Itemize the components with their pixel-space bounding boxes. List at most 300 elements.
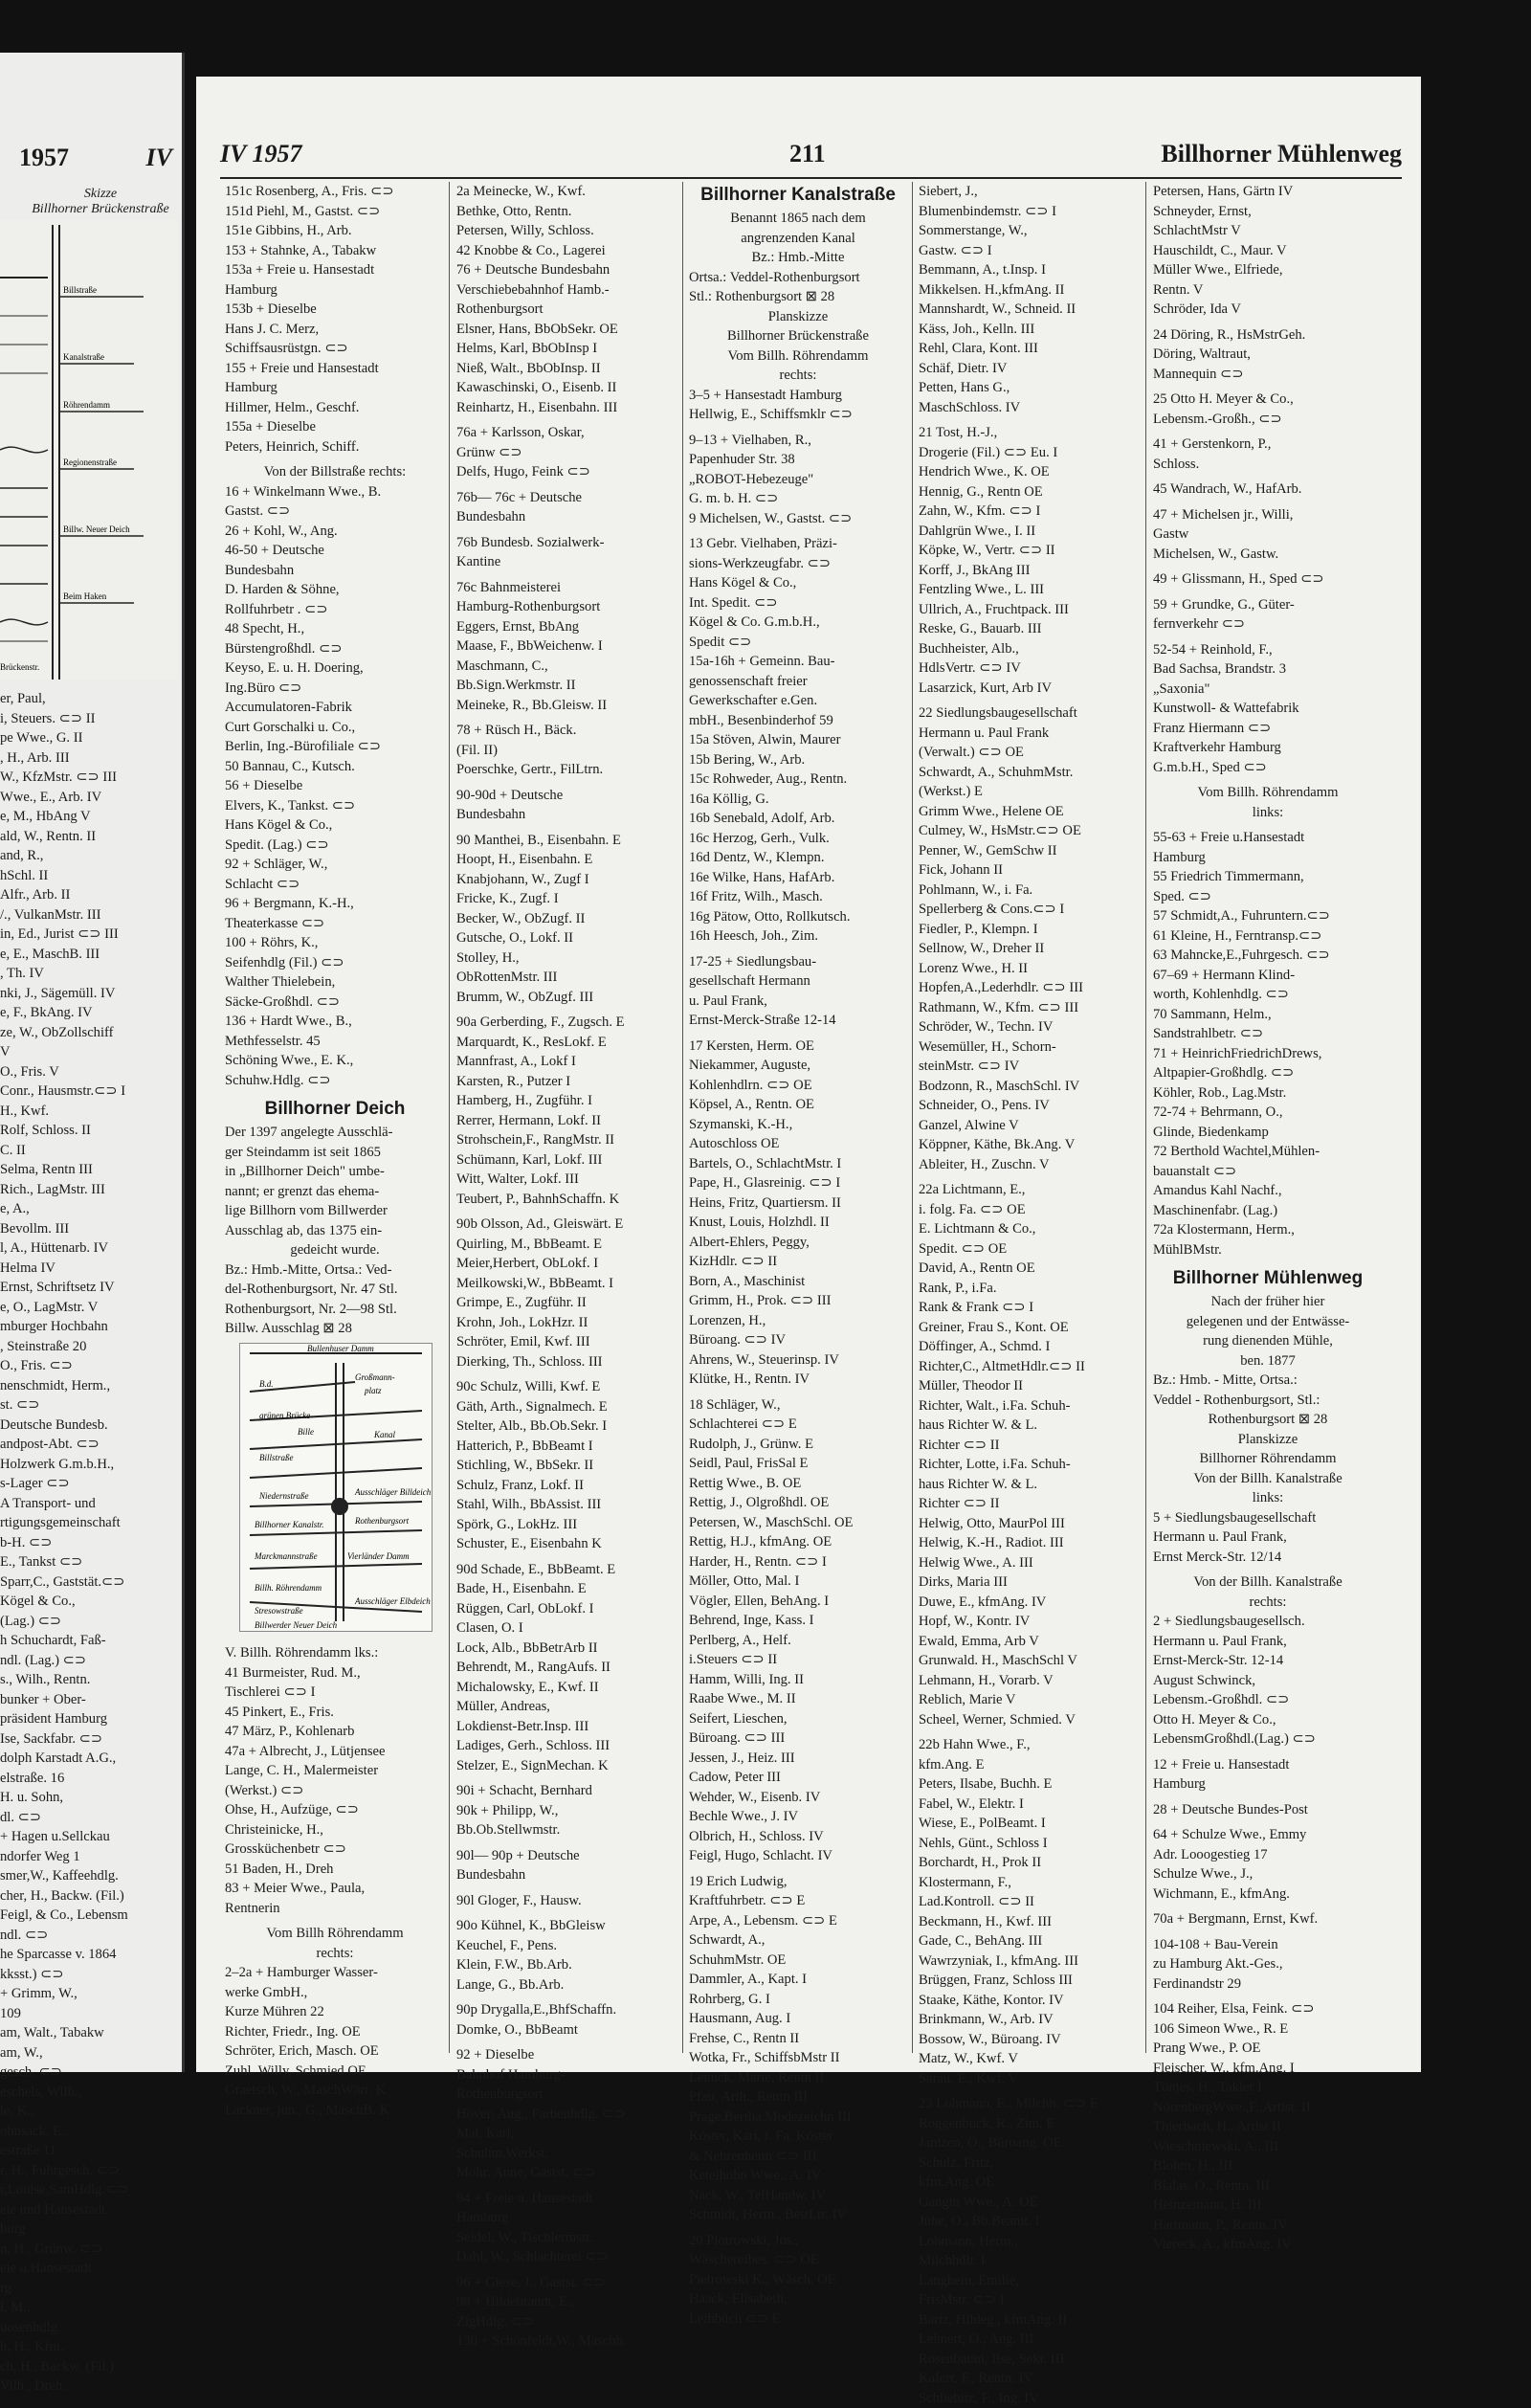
directory-entry: MaschSchloss. IV xyxy=(919,398,1141,418)
left-page-line: e, A., xyxy=(0,1199,177,1219)
directory-entry: Ausschlag ab, das 1375 ein- xyxy=(225,1221,445,1241)
directory-entry: Ableiter, H., Zuschn. V xyxy=(919,1155,1141,1175)
directory-entry: Bz.: Hmb.-Mitte, Ortsa.: Ved- xyxy=(225,1260,445,1281)
directory-entry: Richter, Friedr., Ing. OE xyxy=(225,2022,445,2042)
directory-entry: i.Steuers ⊂⊃ II xyxy=(689,1650,907,1670)
directory-entry: Tönjes, H., Takler I xyxy=(1153,2078,1383,2098)
directory-entry: Jantzen, O., Büroang. OE xyxy=(919,2133,1141,2153)
directory-entry: Fricke, K., Zugf. I xyxy=(456,889,678,909)
directory-entry: Bartels, O., SchlachtMstr. I xyxy=(689,1154,907,1174)
directory-entry: 45 Pinkert, E., Fris. xyxy=(225,1703,445,1723)
directory-entry: Ortsa.: Veddel-Rothenburgsort xyxy=(689,268,907,288)
left-page-line: he Sparcasse v. 1864 xyxy=(0,1945,177,1965)
directory-entry: Kafert, F., Rentn. IV xyxy=(919,2369,1141,2389)
directory-entry: u. Paul Frank, xyxy=(689,992,907,1012)
directory-entry: Behrendt, M., RangAufs. II xyxy=(456,1658,678,1678)
directory-entry: Lorenz Wwe., H. II xyxy=(919,959,1141,979)
left-page-line: am, W., xyxy=(0,2043,177,2063)
directory-entry: Hoopt, H., Eisenbahn. E xyxy=(456,850,678,870)
left-page-line: Holzwerk G.m.b.H., xyxy=(0,1455,177,1475)
directory-entry: 3–5 + Hansestadt Hamburg xyxy=(689,386,907,406)
left-page-line: eschels, Wilh., xyxy=(0,2083,177,2103)
directory-entry: Gastw xyxy=(1153,524,1383,545)
left-page-line: rg xyxy=(0,2279,177,2299)
section-note: Rothenburgsort ⊠ 28 xyxy=(1153,1410,1383,1430)
directory-entry: 94 + Freie u. Hansestadt xyxy=(456,2189,678,2209)
left-page-line: e, M., HbAng V xyxy=(0,807,177,827)
directory-entry: Ullrich, A., Fruchtpack. III xyxy=(919,600,1141,620)
directory-entry: Seidel, W., Tischlermstr. xyxy=(456,2228,678,2248)
directory-entry: Kurze Mühren 22 xyxy=(225,2002,445,2022)
left-page-line: ohnsack, E., xyxy=(0,2122,177,2142)
directory-entry: 59 + Grundke, G., Güter- xyxy=(1153,595,1383,615)
directory-entry: kfm.Ang. E xyxy=(919,1755,1141,1775)
directory-entry: 15c Rohweder, Aug., Rentn. xyxy=(689,769,907,790)
directory-entry: 22a Lichtmann, E., xyxy=(919,1180,1141,1200)
directory-entry: Sandstrahlbetr. ⊂⊃ xyxy=(1153,1024,1383,1044)
map-label: Billhorner Kanalstr. xyxy=(255,1520,324,1529)
directory-entry: Michelsen, W., Gastw. xyxy=(1153,545,1383,565)
section-note: gedeicht wurde. xyxy=(225,1240,445,1260)
directory-entry: Szymanski, K.-H., xyxy=(689,1115,907,1135)
directory-entry: Kraftfuhrbetr. ⊂⊃ E xyxy=(689,1891,907,1911)
directory-entry: Schlachterei ⊂⊃ E xyxy=(689,1415,907,1435)
left-page-line: e, E., MaschB. III xyxy=(0,945,177,965)
left-page-line: st. ⊂⊃ xyxy=(0,1395,177,1416)
directory-entry: Brumm, W., ObZugf. III xyxy=(456,988,678,1008)
directory-entry: nannt; er grenzt das ehema- xyxy=(225,1182,445,1202)
map-label: Röhrendamm xyxy=(63,400,110,410)
directory-entry: Hellwig, E., Schiffsmklr ⊂⊃ xyxy=(689,405,907,425)
directory-entry: 2a Meinecke, W., Kwf. xyxy=(456,182,678,202)
directory-entry: Helms, Karl, BbObInsp I xyxy=(456,339,678,359)
directory-entry: Kunstwoll- & Wattefabrik xyxy=(1153,699,1383,719)
directory-entry: Dammler, A., Kapt. I xyxy=(689,1970,907,1990)
directory-entry: Lange, G., Bb.Arb. xyxy=(456,1975,678,1996)
map-label: Ausschläger Billdeich xyxy=(354,1487,432,1497)
directory-entry: Keyso, E. u. H. Doering, xyxy=(225,658,445,679)
directory-entry: Gangin Wwe., A. OE xyxy=(919,2193,1141,2213)
section-note: Billhorner Brückenstraße xyxy=(689,326,907,346)
directory-entry: Papenhuder Str. 38 xyxy=(689,450,907,470)
directory-entry: Meineke, R., Bb.Gleisw. II xyxy=(456,696,678,716)
directory-entry: Pietrowski K., Wäsch. OE xyxy=(689,2270,907,2290)
directory-entry: 16b Senebald, Adolf, Arb. xyxy=(689,809,907,829)
left-page-line: + Hagen u.Sellckau xyxy=(0,1827,177,1847)
directory-entry: Penner, W., GemSchw II xyxy=(919,841,1141,861)
directory-entry: Rentn. V xyxy=(1153,280,1383,301)
left-page-line: smer,W., Kaffeehdlg. xyxy=(0,1866,177,1886)
directory-entry: August Schwinck, xyxy=(1153,1671,1383,1691)
directory-entry: 61 Kleine, H., Ferntransp.⊂⊃ xyxy=(1153,926,1383,947)
directory-entry: Rettig, H.J., kfmAng. OE xyxy=(689,1532,907,1552)
section-note: Vom Billh. Röhrendamm xyxy=(689,346,907,367)
directory-entry: Meilkowski,W., BbBeamt. I xyxy=(456,1274,678,1294)
directory-entry: D. Harden & Söhne, xyxy=(225,580,445,600)
directory-entry: „Saxonia" xyxy=(1153,680,1383,700)
directory-entry: Dirks, Maria III xyxy=(919,1572,1141,1593)
left-page-line: O., Fris. V xyxy=(0,1062,177,1082)
directory-entry: Pfau, Arth., Rentn III xyxy=(689,2087,907,2107)
directory-entry: 151c Rosenberg, A., Fris. ⊂⊃ xyxy=(225,182,445,202)
directory-entry: Hans J. C. Merz, xyxy=(225,320,445,340)
directory-entry: Sommerstange, W., xyxy=(919,221,1141,241)
directory-entry: G. m. b. H. ⊂⊃ xyxy=(689,489,907,509)
directory-entry: 92 + Dieselbe xyxy=(456,2045,678,2065)
directory-entry: Petersen, W., MaschSchl. OE xyxy=(689,1513,907,1533)
directory-entry: Pohlmann, W., i. Fa. xyxy=(919,881,1141,901)
directory-entry: Jühe, O., Bb.Beamt. I xyxy=(919,2212,1141,2232)
directory-entry: Säcke-Großhdl. ⊂⊃ xyxy=(225,992,445,1013)
directory-entry: Möller, Otto, Mal. I xyxy=(689,1572,907,1592)
left-page-line: nenschmidt, Herm., xyxy=(0,1376,177,1396)
section-note: Billhorner Röhrendamm xyxy=(1153,1449,1383,1469)
directory-entry: Hamm, Willi, Ing. II xyxy=(689,1670,907,1690)
directory-entry: 24 Döring, R., HsMstrGeh. xyxy=(1153,325,1383,346)
directory-entry: Hauschildt, C., Maur. V xyxy=(1153,241,1383,261)
directory-entry: 19 Erich Ludwig, xyxy=(689,1872,907,1892)
directory-entry: Lasarzick, Kurt, Arb IV xyxy=(919,679,1141,699)
directory-entry: Rollfuhrbetr . ⊂⊃ xyxy=(225,600,445,620)
directory-entry: 22b Hahn Wwe., F., xyxy=(919,1735,1141,1755)
directory-entry: Teubert, P., BahnhSchaffn. K xyxy=(456,1190,678,1210)
directory-entry: Hendrich Wwe., K. OE xyxy=(919,462,1141,482)
directory-entry: Wäschereibes. ⊂⊃ OE xyxy=(689,2250,907,2270)
directory-entry: Hermann u. Paul Frank, xyxy=(1153,1527,1383,1548)
directory-entry: Spedit. (Lag.) ⊂⊃ xyxy=(225,836,445,856)
directory-entry: 106 Simeon Wwe., R. E xyxy=(1153,2019,1383,2040)
directory-entry: Schuster, E., Eisenbahn K xyxy=(456,1534,678,1554)
directory-entry: Blohm, H., III xyxy=(1153,2156,1383,2176)
left-page-line: Sparr,C., Gaststät.⊂⊃ xyxy=(0,1572,177,1593)
left-page-line: Vilh., Dreh. xyxy=(0,2376,177,2397)
directory-entry: Schuhw.Hdlg. ⊂⊃ xyxy=(225,1071,445,1091)
left-page-line: Kögel & Co., xyxy=(0,1592,177,1612)
directory-entry: Döring, Waltraut, xyxy=(1153,345,1383,365)
directory-entry: Lohmann, Herm., xyxy=(919,2232,1141,2252)
left-page-line: le, K., xyxy=(0,2102,177,2122)
directory-entry: Maschmann, C., xyxy=(456,657,678,677)
directory-entry: Sped. ⊂⊃ xyxy=(1153,887,1383,907)
directory-entry: Schröder, Ida V xyxy=(1153,300,1383,320)
directory-entry: V. Billh. Röhrendamm lks.: xyxy=(225,1643,445,1663)
directory-entry: Schwardt, A., xyxy=(689,1930,907,1951)
left-page-line: and, R., xyxy=(0,846,177,866)
directory-entry: Prang Wwe., P. OE xyxy=(1153,2039,1383,2059)
left-page-line: r, H., Fuhrgesch. ⊂⊃ xyxy=(0,2161,177,2181)
directory-entry: Spörk, G., LokHz. III xyxy=(456,1515,678,1535)
directory-entry: Curt Gorschalki u. Co., xyxy=(225,718,445,738)
directory-entry: Stelter, Alb., Bb.Ob.Sekr. I xyxy=(456,1416,678,1437)
directory-entry: Marquardt, K., ResLokf. E xyxy=(456,1033,678,1053)
directory-entry: Richter ⊂⊃ II xyxy=(919,1494,1141,1514)
page-header xyxy=(220,140,1402,172)
directory-entry: Käss, Joh., Kelln. III xyxy=(919,320,1141,340)
left-page-line: H. u. Sohn, xyxy=(0,1788,177,1808)
directory-entry: Ing.Büro ⊂⊃ xyxy=(225,679,445,699)
directory-entry: Reinhartz, H., Eisenbahn. III xyxy=(456,398,678,418)
directory-entry: Fleischer, W., kfm.Ang. I xyxy=(1153,2059,1383,2079)
directory-entry: Adr. Looogestieg 17 xyxy=(1153,1845,1383,1865)
directory-entry: Hennig, G., Rentn OE xyxy=(919,482,1141,502)
map-label: grünen Brücke xyxy=(259,1411,310,1420)
directory-entry: Bad Sachsa, Brandstr. 3 xyxy=(1153,659,1383,680)
directory-entry: 98 + Hildebrandt, E., xyxy=(456,2292,678,2312)
directory-entry: Hamburg xyxy=(225,378,445,398)
directory-entry: 16c Herzog, Gerh., Vulk. xyxy=(689,829,907,849)
directory-entry: David, A., Rentn OE xyxy=(919,1259,1141,1279)
directory-entry: Hans Kögel & Co., xyxy=(225,815,445,836)
directory-entry: Sellnow, W., Dreher II xyxy=(919,939,1141,959)
directory-entry: Ernst Merck-Str. 12/14 xyxy=(1153,1548,1383,1568)
directory-entry: Witt, Walter, Lokf. III xyxy=(456,1170,678,1190)
section-note: rechts: xyxy=(689,366,907,386)
left-page-line: nki, J., Sägemüll. IV xyxy=(0,984,177,1004)
directory-entry: Gewerkschafter e.Gen. xyxy=(689,691,907,711)
left-page-line: andpost-Abt. ⊂⊃ xyxy=(0,1435,177,1455)
directory-entry: (Werkst.) ⊂⊃ xyxy=(225,1781,445,1801)
directory-entry: Pape, H., Glasreinig. ⊂⊃ I xyxy=(689,1173,907,1193)
directory-entry: Wesemüller, H., Schorn- xyxy=(919,1037,1141,1058)
directory-entry: 153 + Stahnke, A., Tabakw xyxy=(225,241,445,261)
directory-entry: Hamburg xyxy=(1153,1774,1383,1795)
left-page-line: mburger Hochbahn xyxy=(0,1317,177,1337)
directory-entry: Fick, Johann II xyxy=(919,860,1141,881)
directory-entry: del-Rothenburgsort, Nr. 47 Stl. xyxy=(225,1280,445,1300)
directory-entry: 92 + Schläger, W., xyxy=(225,855,445,875)
directory-entry: 153b + Dieselbe xyxy=(225,300,445,320)
left-page-line: präsident Hamburg xyxy=(0,1709,177,1729)
directory-entry: Methfesselstr. 45 xyxy=(225,1032,445,1052)
directory-entry: 55-63 + Freie u.Hansestadt xyxy=(1153,828,1383,848)
directory-entry: 104-108 + Bau-Verein xyxy=(1153,1935,1383,1955)
left-page-line: elstraße. 16 xyxy=(0,1769,177,1789)
directory-entry: Bethke, Otto, Rentn. xyxy=(456,202,678,222)
directory-entry: Müller, Andreas, xyxy=(456,1697,678,1717)
directory-entry: Raabe Wwe., M. II xyxy=(689,1689,907,1709)
map-label: Beim Haken xyxy=(63,591,107,601)
directory-entry: Schmidt, Herm., BetrLtr. IV xyxy=(689,2205,907,2225)
directory-entry: Klein, F.W., Bb.Arb. xyxy=(456,1955,678,1975)
directory-entry: Berlin, Ing.-Bürofiliale ⊂⊃ xyxy=(225,737,445,757)
directory-entry: Rothenburgsort, Nr. 2—98 Stl. xyxy=(225,1300,445,1320)
directory-entry: Kawaschinski, O., Eisenb. II xyxy=(456,378,678,398)
directory-entry: Kraftverkehr Hamburg xyxy=(1153,738,1383,758)
directory-entry: Lackner, jun., G., MaschB. K xyxy=(225,2101,445,2121)
column-1 xyxy=(225,182,445,2120)
directory-entry: genossenschaft freier xyxy=(689,672,907,692)
directory-entry: Gade, C., BehAng. III xyxy=(919,1931,1141,1951)
directory-entry: Hamburg xyxy=(225,280,445,301)
directory-entry: Mikkelsen. H.,kfmAng. II xyxy=(919,280,1141,301)
map-label: Kanalstraße xyxy=(63,352,104,362)
directory-entry: Rettig, J., Olgroßhdl. OE xyxy=(689,1493,907,1513)
directory-entry: 136 + Hardt Wwe., B., xyxy=(225,1012,445,1032)
directory-entry: 70 Sammann, Helm., xyxy=(1153,1005,1383,1025)
directory-entry: 76 + Deutsche Bundesbahn xyxy=(456,260,678,280)
left-page-line: kksst.) ⊂⊃ xyxy=(0,1965,177,1985)
directory-entry: Dahl, W., Schlachterei ⊂⊃ xyxy=(456,2247,678,2267)
left-page-line: uosenhdlg. xyxy=(0,2318,177,2338)
directory-entry: Rudolph, J., Grünw. E xyxy=(689,1435,907,1455)
directory-entry: Ahrens, W., Steuerinsp. IV xyxy=(689,1350,907,1371)
directory-entry: 50 Bannau, C., Kutsch. xyxy=(225,757,445,777)
directory-entry: Lenuck, Marie, Rentn II xyxy=(689,2068,907,2088)
directory-entry: 23 Lohmann, E., Milchh. ⊂⊃ E xyxy=(919,2094,1141,2114)
street-heading: Billhorner Deich xyxy=(225,1096,445,1123)
directory-entry: Ganzel, Alwine V xyxy=(919,1116,1141,1136)
directory-entry: Schröter, Erich, Masch. OE xyxy=(225,2041,445,2062)
directory-entry: Bb.Sign.Werkmstr. II xyxy=(456,676,678,696)
directory-entry: Beckmann, H., Kwf. III xyxy=(919,1912,1141,1932)
section-note: Benannt 1865 nach dem xyxy=(689,209,907,229)
directory-entry: Helwig, Otto, MaurPol III xyxy=(919,1514,1141,1534)
directory-entry: Tischlerei ⊂⊃ I xyxy=(225,1683,445,1703)
directory-entry: Köpsel, A., Rentn. OE xyxy=(689,1095,907,1115)
directory-entry: Bb.Ob.Stellwmstr. xyxy=(456,1820,678,1840)
directory-entry: Franz Hiermann ⊂⊃ xyxy=(1153,719,1383,739)
directory-entry: Krohn, Joh., LokHzr. II xyxy=(456,1313,678,1333)
directory-entry: Culmey, W., HsMstr.⊂⊃ OE xyxy=(919,821,1141,841)
skizze-street: Billhorner Brückenstraße xyxy=(29,202,172,217)
directory-entry: 9 Michelsen, W., Gastst. ⊂⊃ xyxy=(689,509,907,529)
directory-entry: 96 + Giese, J., Gastst. ⊂⊃ xyxy=(456,2273,678,2293)
directory-entry: Grimm Wwe., Helene OE xyxy=(919,802,1141,822)
map-label: Ausschläger Elbdeich xyxy=(354,1596,431,1606)
left-page-line: e, F., BkAng. IV xyxy=(0,1003,177,1023)
directory-entry: Knust, Louis, Holzhdl. II xyxy=(689,1213,907,1233)
left-page-line: eie und Hansestadt xyxy=(0,2200,177,2220)
directory-entry: Gastw. ⊂⊃ I xyxy=(919,241,1141,261)
directory-entry: Richter, Lotte, i.Fa. Schuh- xyxy=(919,1455,1141,1475)
directory-entry: Heinzemann, H. III xyxy=(1153,2196,1383,2216)
directory-entry: 5 + Siedlungsbaugesellschaft xyxy=(1153,1508,1383,1528)
directory-entry: Ferdinandstr 29 xyxy=(1153,1974,1383,1995)
directory-entry: Milchhdlr. I xyxy=(919,2251,1141,2271)
header-left: IV 1957 xyxy=(220,140,302,168)
directory-entry: Perlberg, A., Helf. xyxy=(689,1631,907,1651)
directory-entry: 16d Dentz, W., Klempn. xyxy=(689,848,907,868)
directory-entry: Rehl, Clara, Kont. III xyxy=(919,339,1141,359)
left-page-line: pe Wwe., G. II xyxy=(0,728,177,748)
directory-entry: Köster, Karl, i. Fa. Köster xyxy=(689,2127,907,2147)
left-page-line: s., Wilh., Rentn. xyxy=(0,1670,177,1690)
left-page-line: dl. ⊂⊃ xyxy=(0,1808,177,1828)
directory-entry: kfm.Ang. OE xyxy=(919,2173,1141,2193)
directory-entry: Bundesbahn xyxy=(456,805,678,825)
directory-entry: KizHdlr. ⊂⊃ II xyxy=(689,1252,907,1272)
directory-entry: Dahlgrün Wwe., I. II xyxy=(919,522,1141,542)
directory-entry: Bz.: Hmb. - Mitte, Ortsa.: xyxy=(1153,1371,1383,1391)
directory-entry: 67–69 + Hermann Klind- xyxy=(1153,966,1383,986)
directory-entry: Lebensm.-Großh., ⊂⊃ xyxy=(1153,410,1383,430)
directory-entry: 56 + Dieselbe xyxy=(225,776,445,796)
directory-entry: Seifenhdlg (Fil.) ⊂⊃ xyxy=(225,953,445,973)
directory-entry: 90d Schade, E., BbBeamt. E xyxy=(456,1560,678,1580)
directory-entry: Rothenburgsort xyxy=(456,300,678,320)
directory-entry: steinMstr. ⊂⊃ IV xyxy=(919,1057,1141,1077)
map-label: Kanal xyxy=(373,1430,396,1439)
directory-entry: Glinde, Biedenkamp xyxy=(1153,1123,1383,1143)
directory-entry: haus Richter W. & L. xyxy=(919,1416,1141,1436)
directory-entry: 153a + Freie u. Hansestadt xyxy=(225,260,445,280)
directory-entry: Lehmann, H., Vorarb. V xyxy=(919,1671,1141,1691)
directory-entry: Döffinger, A., Schmd. I xyxy=(919,1337,1141,1357)
left-page-line: h Schuchardt, Faß- xyxy=(0,1631,177,1651)
map-label: platz xyxy=(364,1386,382,1395)
directory-entry: Grimm, H., Prok. ⊂⊃ III xyxy=(689,1291,907,1311)
map-label: Rothenburgsort xyxy=(354,1516,410,1526)
directory-entry: Bialas, O., Rentn. III xyxy=(1153,2176,1383,2196)
directory-entry: Prage,Bertha,Modezeichn III xyxy=(689,2107,907,2128)
directory-entry: Strohschein,F., RangMstr. II xyxy=(456,1130,678,1150)
left-page-line: rtigungsgemeinschaft xyxy=(0,1513,177,1533)
directory-entry: 155a + Dieselbe xyxy=(225,417,445,437)
directory-entry: ZigHdlg. ⊂⊃ xyxy=(456,2312,678,2332)
directory-entry: Höver, Aug., Farbenhdlg. ⊂⊃ xyxy=(456,2105,678,2125)
left-page-line: Rich., LagMstr. III xyxy=(0,1180,177,1200)
map-label: Billstraße xyxy=(259,1453,294,1462)
map-label: B.d. xyxy=(259,1379,274,1389)
map-label: Billwerder Neuer Deich xyxy=(255,1620,338,1630)
directory-entry: Albert-Ehlers, Peggy, xyxy=(689,1233,907,1253)
directory-entry: Zahn, W., Kfm. ⊂⊃ I xyxy=(919,502,1141,522)
directory-entry: (Werkst.) E xyxy=(919,782,1141,802)
directory-entry: 16g Pätow, Otto, Rollkutsch. xyxy=(689,907,907,927)
section-note: Von der Billh. Kanalstraße xyxy=(1153,1469,1383,1489)
directory-entry: Spellerberg & Cons.⊂⊃ I xyxy=(919,900,1141,920)
section-note: Bz.: Hmb.-Mitte xyxy=(689,248,907,268)
map-label: Billh. Röhrendamm xyxy=(255,1583,322,1593)
left-page-line: A Transport- und xyxy=(0,1494,177,1514)
directory-entry: Langhein, Emilie, xyxy=(919,2271,1141,2291)
left-page-line: gesch. ⊂⊃ xyxy=(0,2062,177,2083)
directory-entry: 2 + Siedlungsbaugesellsch. xyxy=(1153,1612,1383,1632)
directory-entry: 55 Friedrich Timmermann, xyxy=(1153,867,1383,887)
directory-entry: 83 + Meier Wwe., Paula, xyxy=(225,1879,445,1899)
directory-entry: Hermann u. Paul Frank xyxy=(919,724,1141,744)
map-label: Stresowstraße xyxy=(255,1606,303,1616)
directory-entry: Duwe, E., kfmAng. IV xyxy=(919,1593,1141,1613)
column-divider xyxy=(1145,182,1146,2053)
directory-entry: Mannequin ⊂⊃ xyxy=(1153,365,1383,385)
directory-entry: Behrend, Inge, Kass. I xyxy=(689,1611,907,1631)
directory-entry: 18 Schläger, W., xyxy=(689,1395,907,1416)
directory-entry: Hans Kögel & Co., xyxy=(689,573,907,593)
directory-entry: 22 Siedlungsbaugesellschaft xyxy=(919,703,1141,724)
directory-entry: Schulz, Franz, Lokf. II xyxy=(456,1476,678,1496)
directory-entry: 104 Reiher, Elsa, Feink. ⊂⊃ xyxy=(1153,1999,1383,2019)
directory-entry: LebensmGroßhdl.(Lag.) ⊂⊃ xyxy=(1153,1729,1383,1750)
directory-entry: Rüggen, Carl, ObLokf. I xyxy=(456,1599,678,1619)
page-number: 211 xyxy=(789,140,826,168)
directory-entry: 96 + Bergmann, K.-H., xyxy=(225,894,445,914)
directory-entry: Bahnhof Hamburg- xyxy=(456,2065,678,2085)
directory-entry: Rothenburgsort xyxy=(456,2085,678,2105)
left-page-header xyxy=(19,144,172,172)
directory-entry: Klostermann, F., xyxy=(919,1873,1141,1893)
column-4 xyxy=(919,182,1141,2408)
directory-entry: Petersen, Hans, Gärtn IV xyxy=(1153,182,1383,202)
directory-entry: Mohr, Anne, Gastst. ⊂⊃ xyxy=(456,2163,678,2183)
directory-entry: Spedit ⊂⊃ xyxy=(689,633,907,653)
directory-entry: Hamburg-Rothenburgsort xyxy=(456,597,678,617)
directory-entry: Walther Thielebein, xyxy=(225,972,445,992)
left-page-line: l, M., xyxy=(0,2298,177,2318)
directory-entry: Bartz, Hildeg., kfmAng. II xyxy=(919,2310,1141,2330)
directory-entry: Rathmann, W., Kfm. ⊂⊃ III xyxy=(919,998,1141,1018)
directory-entry: SchlachtMstr V xyxy=(1153,221,1383,241)
